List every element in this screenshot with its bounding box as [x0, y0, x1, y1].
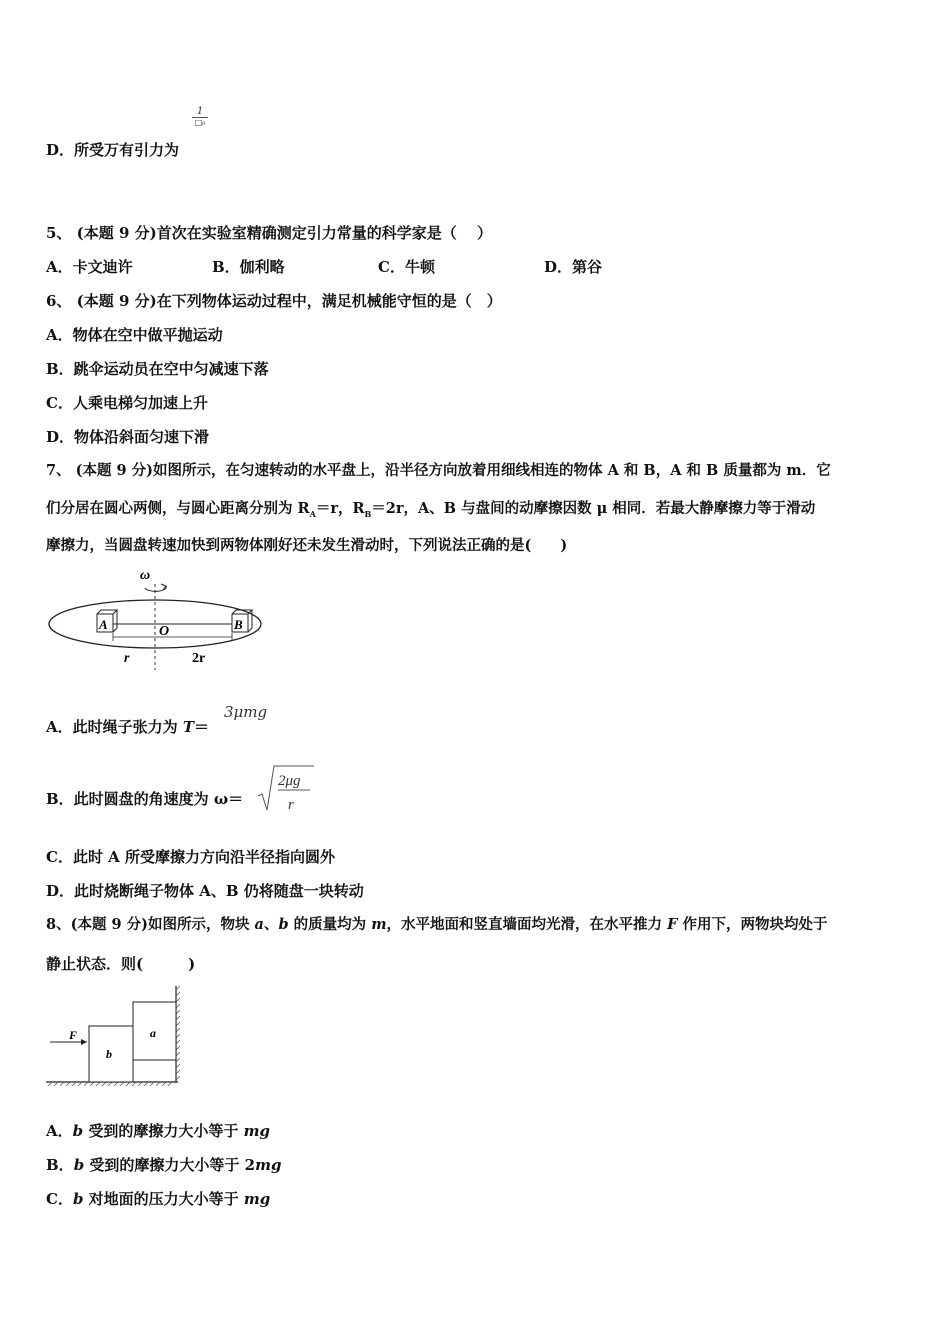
- q6-stem: 6、 (本题 9 分)在下列物体运动过程中，满足机械能守恒的是（ ）: [46, 292, 502, 310]
- q7-option-b: B．此时圆盘的角速度为 ω＝: [46, 790, 244, 808]
- radius-2r-label: 2r: [192, 651, 206, 666]
- q8-c-val: mg: [243, 1190, 271, 1208]
- q8-b-var: b: [73, 1156, 85, 1174]
- q7-sub-a: A: [309, 508, 316, 519]
- q6-option-c: C．人乘电梯匀加速上升: [46, 394, 208, 412]
- q8-s7: ，水平地面和竖直墙面均光滑，在水平推力: [386, 916, 668, 933]
- q8-s2: a: [254, 916, 264, 933]
- q8-s8: F: [667, 916, 678, 933]
- q8-stem-line1: [46, 915, 827, 935]
- q8-s6: m: [371, 916, 387, 933]
- wall-hatch: [176, 986, 180, 1080]
- q5-option-b: B．伽利略: [212, 258, 285, 276]
- q7-option-d: D．此时烧断绳子物体 A、B 仍将随盘一块转动: [46, 882, 364, 900]
- q8-s9: 作用下，两物块均处于: [677, 916, 828, 933]
- q7-stem-line3: 摩擦力，当圆盘转速加快到两物体刚好还未发生滑动时，下列说法正确的是( ): [46, 537, 568, 554]
- q7-option-b-sqrt: [256, 764, 316, 816]
- q8-s3: 、: [263, 916, 279, 933]
- center-o-label: O: [159, 624, 170, 639]
- q5-option-a: A．卡文迪许: [46, 258, 133, 276]
- q7-option-a-var: T: [182, 718, 195, 736]
- block-a-label: a: [150, 1026, 156, 1040]
- q7-stem-line2-c: ＝2r，A、B 与盘间的动摩擦因数 μ 相同．若最大静摩擦力等于滑动: [371, 500, 816, 517]
- q8-c-mid: 对地面的压力大小等于: [83, 1190, 244, 1208]
- q8-s5: 的质量均为: [288, 916, 372, 933]
- q8-a-pre: A．: [46, 1122, 73, 1140]
- q6-option-a: A．物体在空中做平抛运动: [46, 326, 223, 344]
- q5-stem: 5、 (本题 9 分)首次在实验室精确测定引力常量的科学家是（ ）: [46, 224, 492, 242]
- q5-option-d: D．第谷: [544, 258, 603, 276]
- q4-fraction-denominator: □₀: [194, 118, 206, 127]
- q4-option-d-label: D．所受万有引力为: [46, 141, 180, 159]
- q7-option-a-eq: ＝: [194, 718, 210, 736]
- q8-option-b: [46, 1155, 281, 1175]
- q8-c-var: b: [72, 1190, 84, 1208]
- q7-stem-line2: [46, 499, 815, 524]
- q6-option-b: B．跳伞运动员在空中匀减速下落: [46, 360, 269, 378]
- rotation-arrow: [145, 586, 166, 591]
- q7-option-b-den: r: [288, 797, 294, 813]
- q7-option-a-text: A．此时绳子张力为: [46, 718, 183, 736]
- q8-b-mid: 受到的摩擦力大小等于 2: [84, 1156, 256, 1174]
- q8-s4: b: [278, 916, 289, 933]
- q7-stem-line2-a: 们分居在圆心两侧，与圆心距离分别为 R: [46, 500, 310, 517]
- q5-options: [46, 257, 602, 277]
- block-a-label: A: [99, 617, 108, 632]
- q4-fraction: [192, 106, 208, 127]
- block-b-label: b: [106, 1047, 112, 1061]
- q7-disk-figure: [42, 562, 272, 674]
- q6-option-d: D．物体沿斜面匀速下滑: [46, 428, 210, 446]
- q4-option-d: [46, 140, 179, 160]
- force-f-label: F: [69, 1028, 78, 1042]
- q8-option-a: [46, 1121, 270, 1141]
- q8-a-mid: 受到的摩擦力大小等于: [83, 1122, 244, 1140]
- q8-blocks-figure: [44, 982, 186, 1088]
- q8-b-pre: B．: [46, 1156, 74, 1174]
- radius-r-label: r: [124, 651, 130, 666]
- q4-fraction-numerator: 1: [192, 106, 208, 118]
- q8-option-c: [46, 1189, 270, 1209]
- q8-s1: 8、(本题 9 分)如图所示，物块: [46, 916, 255, 933]
- q7-option-a-expr: 3μmg: [224, 703, 268, 721]
- q8-a-var: b: [72, 1122, 84, 1140]
- q8-c-pre: C．: [46, 1190, 73, 1208]
- q8-a-val: mg: [243, 1122, 270, 1140]
- q8-stem-line2: 静止状态．则( ): [46, 955, 196, 973]
- q7-stem-line2-b: ＝r，R: [315, 500, 365, 517]
- q7-option-a: [46, 717, 209, 737]
- q7-option-c: C．此时 A 所受摩擦力方向沿半径指向圆外: [46, 848, 336, 866]
- q8-b-val: mg: [255, 1156, 282, 1174]
- q7-option-b-num: 2μg: [278, 773, 301, 789]
- block-b-label: B: [234, 617, 243, 632]
- q7-stem-line1: 7、 (本题 9 分)如图所示，在匀速转动的水平盘上，沿半径方向放着用细线相连的物体 A 和 B，A 和 B 质量都为 m．它: [46, 462, 831, 479]
- q5-option-c: C．牛顿: [378, 258, 435, 276]
- omega-label: ω: [140, 568, 151, 583]
- q7-sub-b: B: [364, 508, 372, 519]
